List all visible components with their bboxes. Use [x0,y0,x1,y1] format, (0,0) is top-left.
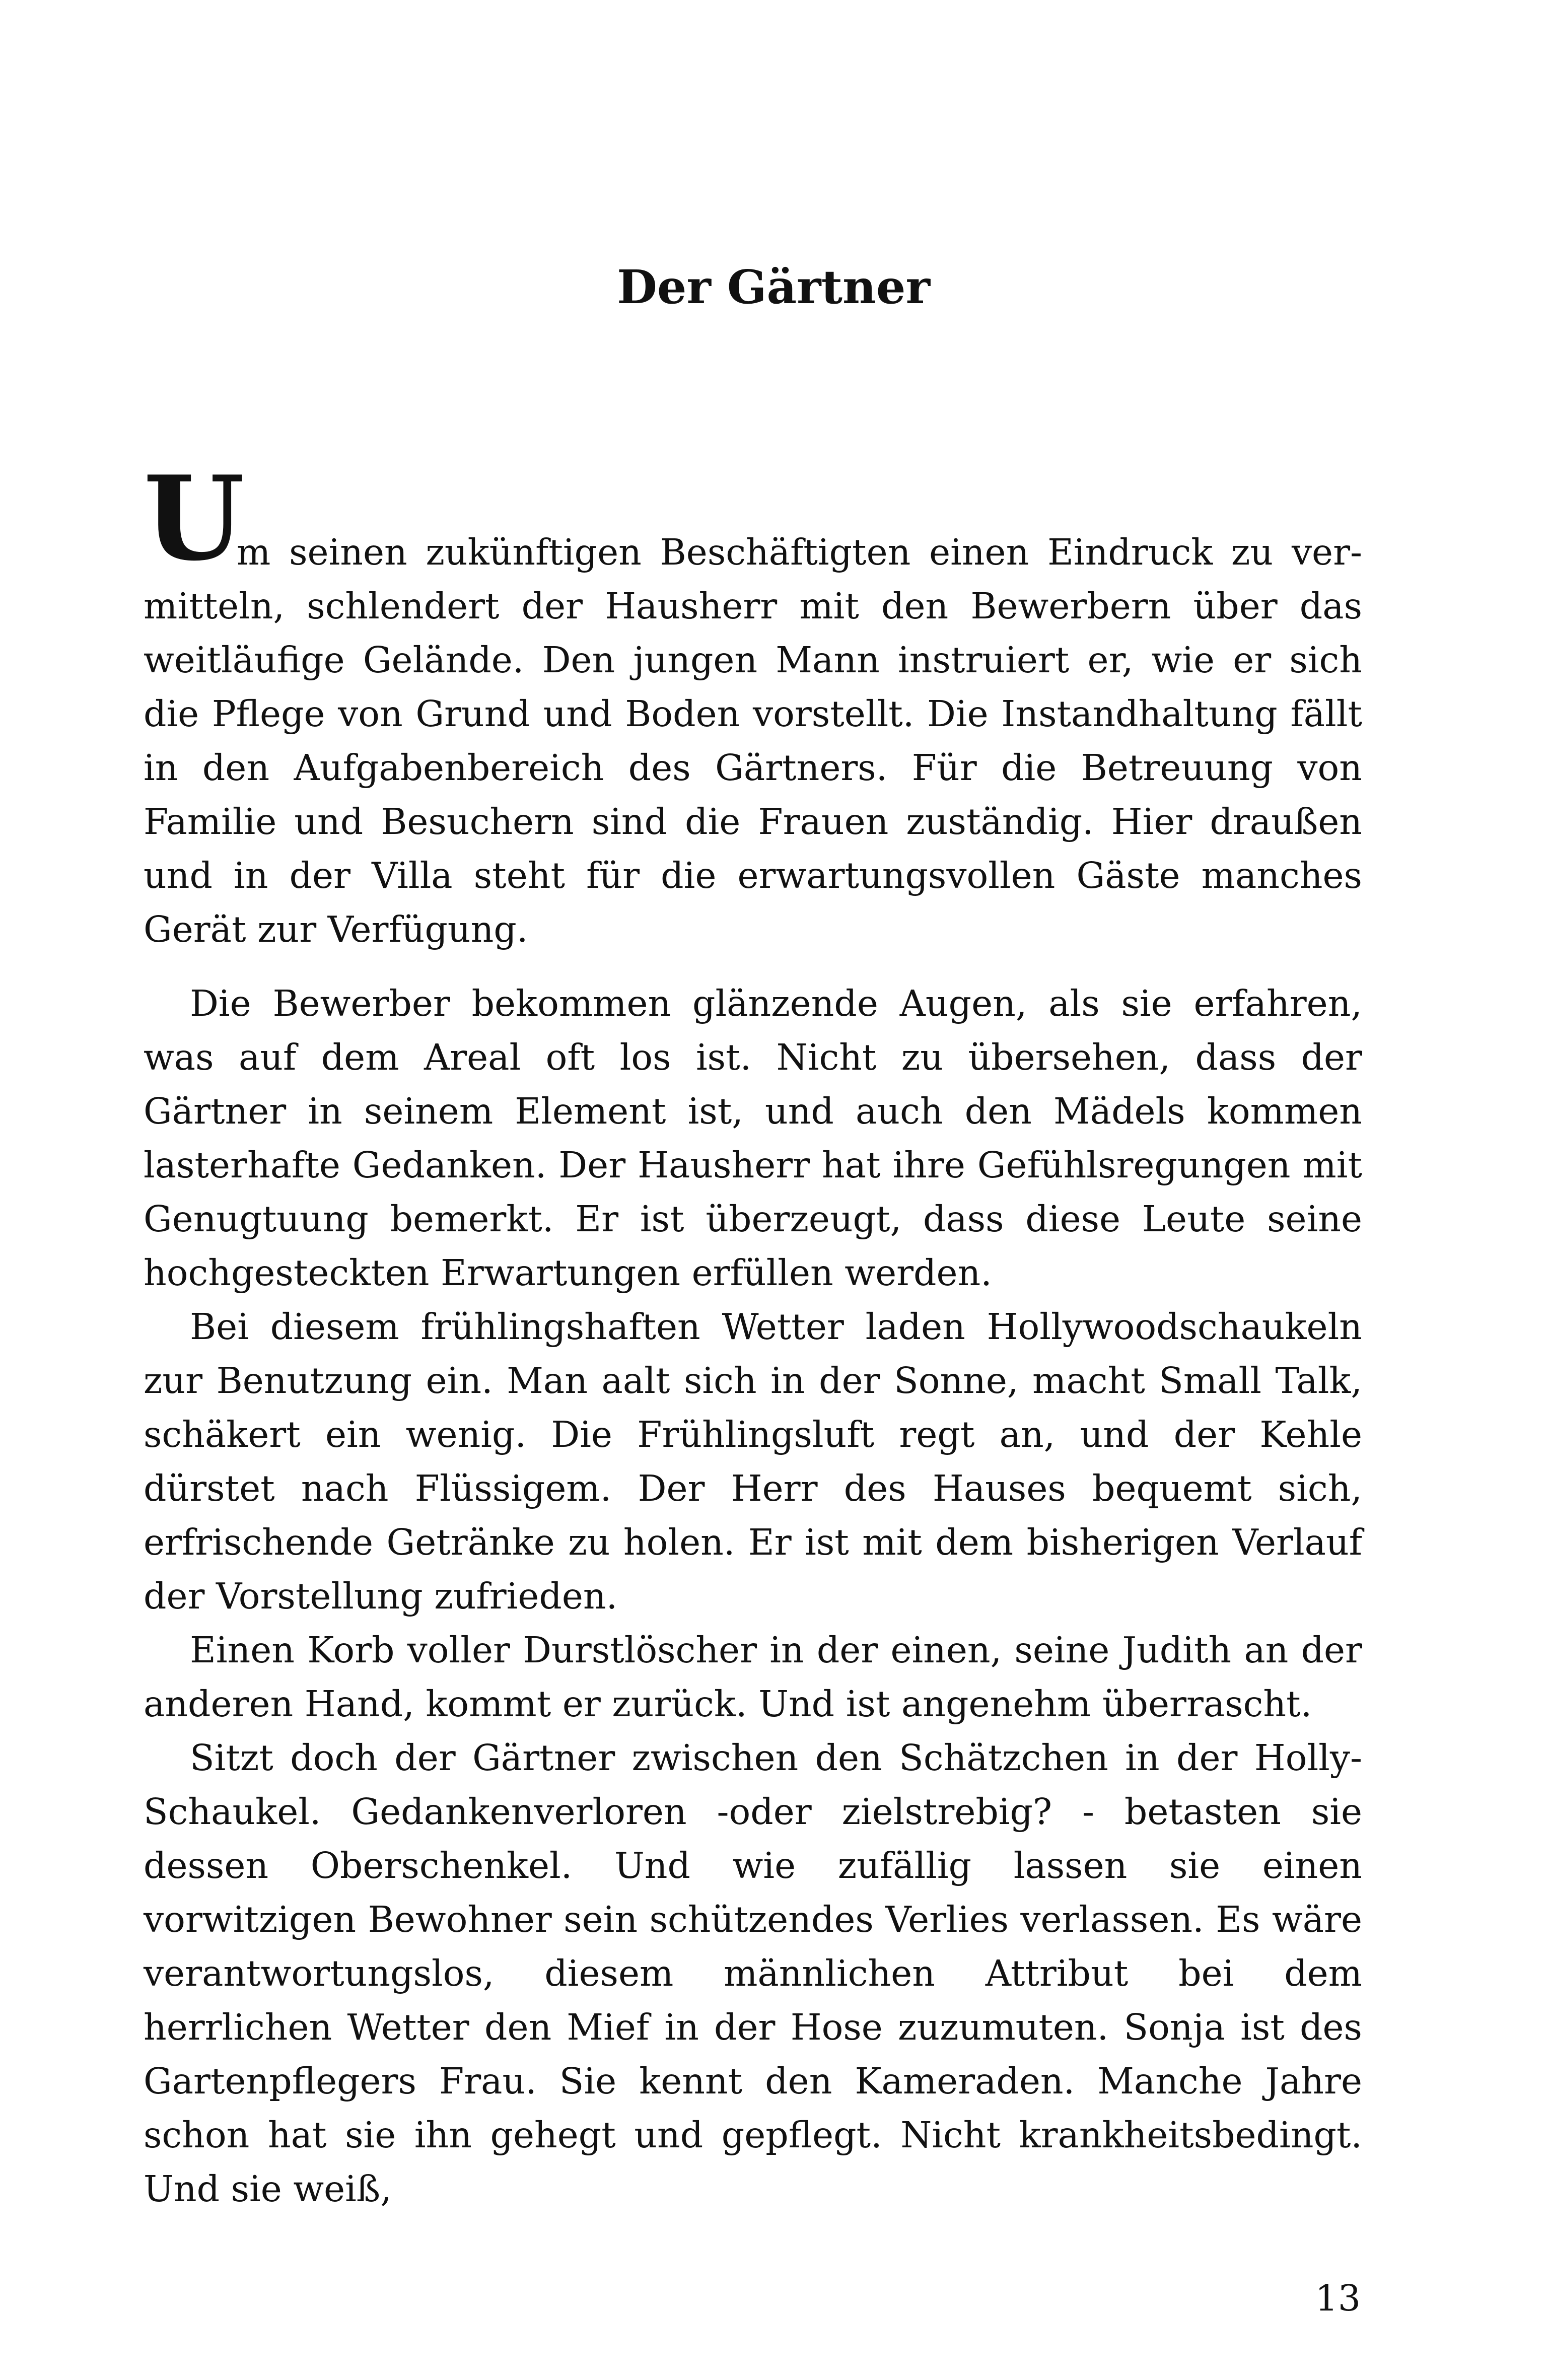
paragraph-1-continuation: mitteln, schlendert der Hausherr mit den Bewerbern über das weitläufige Gelände. Den jungen Mann instruiert er, wie er sich die Pflege von Grund und Boden vorstellt. Die Instandhaltung fällt in den Aufgabenbereich des Gärtners. Für die Betreuung von Familie und Besuchern sind die Frauen zuständig. Hier draußen und in der Villa steht für die erwartungsvollen Gäste manches Gerät zur Verfügung. [144,585,1362,950]
first-line-text: m seinen zukünftigen Beschäftigten einen Eindruck zu ver- [237,531,1362,573]
chapter-title: Der Gärtner [617,260,930,314]
body-text [144,451,1362,2216]
paragraph-5: Sitzt doch der Gärtner zwischen den Schätzchen in der Holly-Schaukel. Gedankenverloren -oder zielstrebig? - betasten sie dessen Oberschenkel. Und wie zufällig lassen sie einen vorwitzigen Bewohner sein schützendes Verlies verlassen. Es wäre verantwortungslos, diesem männlichen Attribut bei dem herrlichen Wetter den Mief in der Hose zuzumuten. Sonja ist des Gartenpflegers Frau. Sie kennt den Kameraden. Manche Jahre schon hat sie ihn gehegt und gepflegt. Nicht krankheitsbedingt. Und sie weiß, [144,1737,1362,2210]
drop-cap: U [144,451,245,587]
paragraph-1 [144,451,1362,956]
page-number: 13 [1315,2277,1361,2319]
first-line [144,451,1362,587]
paragraph-3: Bei diesem frühlingshaften Wetter laden Hollywoodschaukeln zur Benutzung ein. Man aalt sich in der Sonne, macht Small Talk, schäkert ein wenig. Die Frühlingsluft regt an, und der Kehle dürstet nach Flüssigem. Der Herr des Hauses bequemt sich, erfrischende Getränke zu holen. Er ist mit dem bisherigen Verlauf der Vorstellung zufrieden. [144,1306,1362,1617]
paragraph-2: Die Bewerber bekommen glänzende Augen, als sie erfahren, was auf dem Areal oft los ist. Nicht zu übersehen, dass der Gärtner in seinem Element ist, und auch den Mädels kommen lasterhafte Gedanken. Der Hausherr hat ihre Gefühlsregungen mit Genugtuung bemerkt. Er ist überzeugt, dass diese Leute seine hochgesteckten Erwartungen erfüllen werden. [144,983,1362,1294]
paragraph-4: Einen Korb voller Durstlöscher in der einen, seine Judith an der anderen Hand, kommt er zurück. Und ist angenehm überrascht. [144,1629,1362,1725]
